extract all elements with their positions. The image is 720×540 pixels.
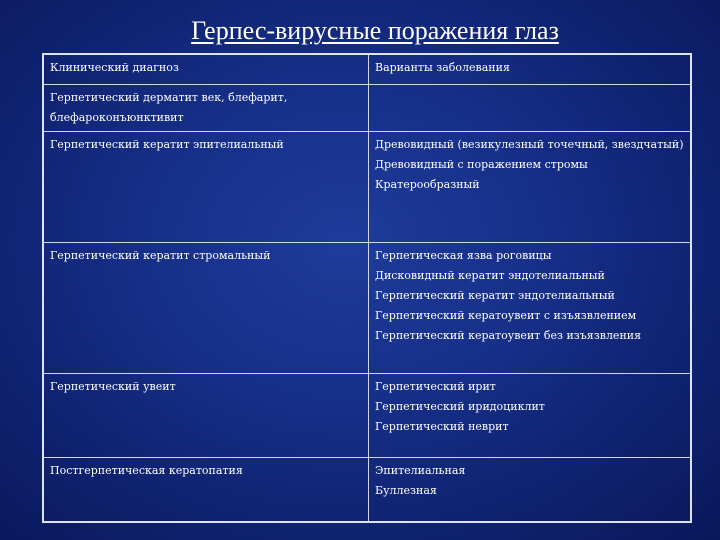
variant-item: Древовидный с поражением стромы — [375, 157, 588, 171]
table-row — [43, 242, 691, 373]
diagnosis-cell: Герпетический дерматит век, блефарит, блефароконъюнктивит — [43, 84, 369, 131]
table-row — [43, 84, 691, 131]
variant-item: Герпетический неврит — [375, 419, 509, 433]
table-row — [43, 131, 691, 242]
diagnosis-cell: Герпетический кератит стромальный — [43, 242, 369, 373]
variant-item: Кратерообразный — [375, 177, 480, 191]
slide-title: Герпес-вирусные поражения глаз — [191, 16, 559, 45]
variant-item: Герпетический иридоциклит — [375, 399, 545, 413]
variants-cell — [369, 457, 692, 522]
table-row — [43, 373, 691, 457]
variant-item: Буллезная — [375, 483, 437, 497]
variants-cell — [369, 373, 692, 457]
variant-item: Эпителиальная — [375, 463, 466, 477]
table-header-row — [43, 54, 691, 84]
header-disease-variants: Варианты заболевания — [369, 54, 692, 84]
diagnosis-cell: Герпетический увеит — [43, 373, 369, 457]
diagnosis-table — [42, 53, 692, 523]
table-row — [43, 457, 691, 522]
variant-item: Герпетический кератоувеит с изъязвлением — [375, 308, 637, 322]
diagnosis-cell: Герпетический кератит эпителиальный — [43, 131, 369, 242]
variant-item: Дисковидный кератит эндотелиальный — [375, 268, 605, 282]
variant-item: Герпетический кератоувеит без изъязвления — [375, 328, 642, 342]
variant-item: Древовидный (везикулезный точечный, звездчатый) — [375, 137, 684, 151]
variants-cell — [369, 242, 692, 373]
header-clinical-diagnosis: Клинический диагноз — [43, 54, 369, 84]
variant-item: Герпетический ирит — [375, 379, 496, 393]
variants-cell — [369, 131, 692, 242]
variant-item: Герпетическая язва роговицы — [375, 248, 552, 262]
diagnosis-cell: Постгерпетическая кератопатия — [43, 457, 369, 522]
variant-item: Герпетический кератит эндотелиальный — [375, 288, 615, 302]
variants-cell — [369, 84, 692, 131]
